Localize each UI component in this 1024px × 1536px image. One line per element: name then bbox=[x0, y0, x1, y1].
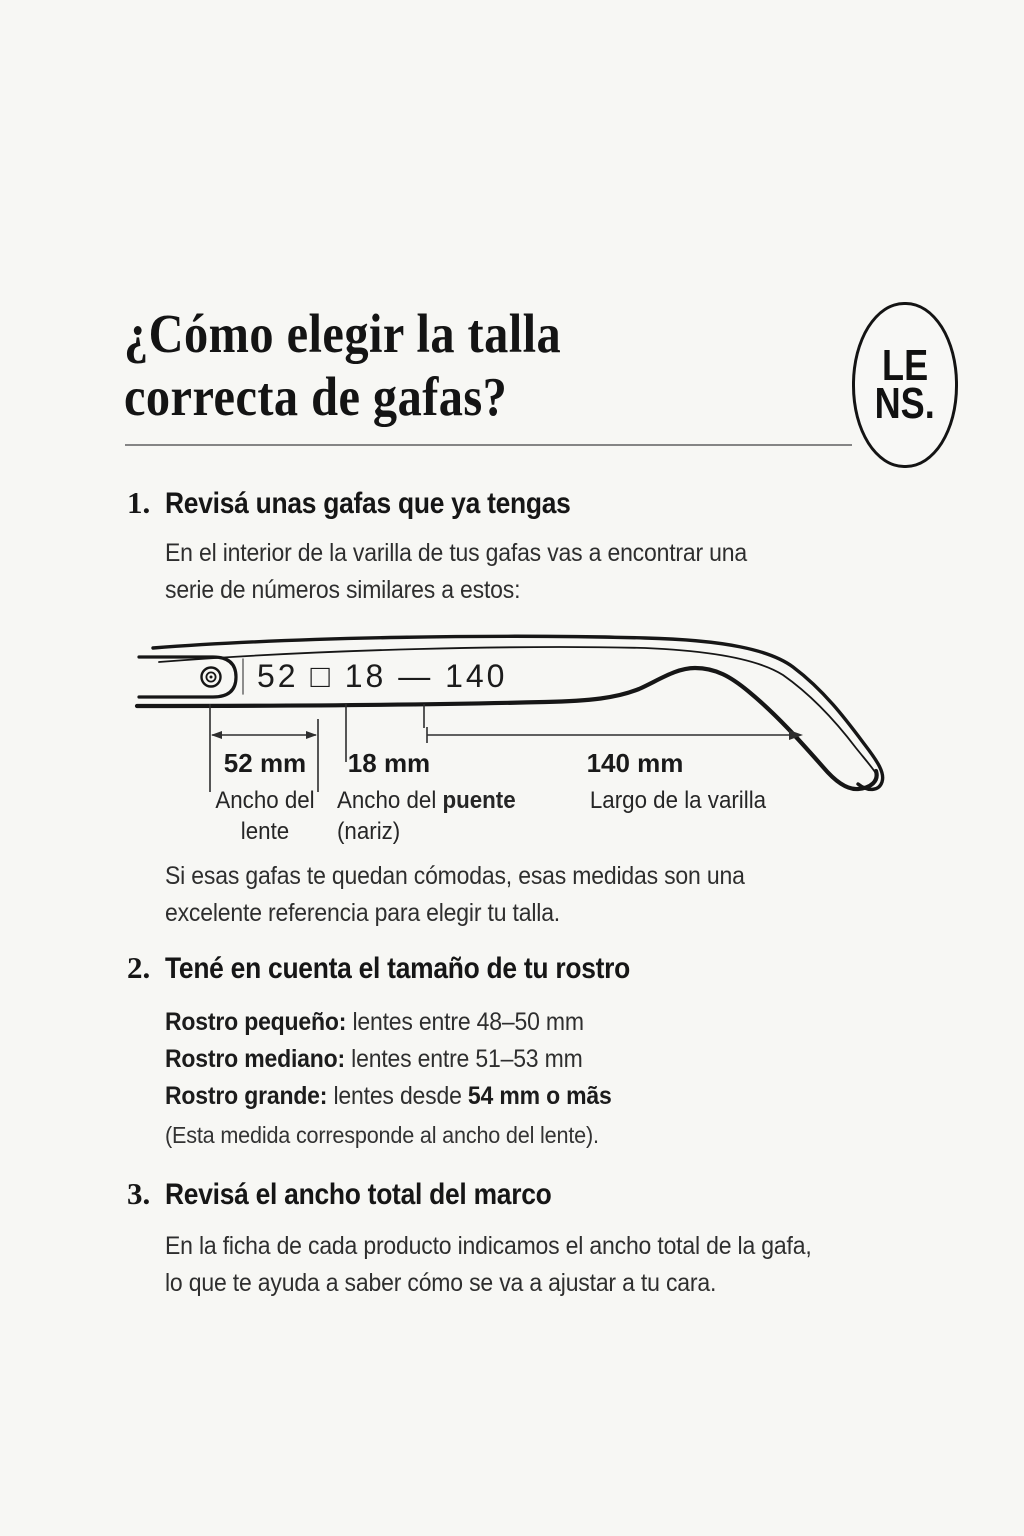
face-size-list bbox=[165, 1004, 650, 1115]
section-1-body bbox=[165, 535, 798, 609]
brand-logo-text-bottom: NS. bbox=[874, 379, 936, 428]
header-divider bbox=[125, 444, 852, 446]
list-item: Rostro grande: lentes desde 54 mm o mãs bbox=[165, 1082, 612, 1110]
temple-engraving: 52 □ 18 — 140 bbox=[257, 658, 508, 694]
section-1-number: 1. bbox=[127, 485, 151, 520]
bridge-width-label bbox=[337, 785, 516, 847]
section-3-number: 3. bbox=[127, 1176, 151, 1211]
body-text-line: Si esas gafas te quedan cómodas, esas medidas son una bbox=[165, 862, 745, 890]
temple-length-value: 140 mm bbox=[586, 748, 684, 778]
lens-width-label-line-2: lente bbox=[240, 818, 290, 845]
section-1-heading bbox=[127, 485, 626, 521]
body-text-line: En la ficha de cada producto indicamos el ancho total de la gafa, bbox=[165, 1232, 812, 1260]
lens-width-value: 52 mm bbox=[223, 748, 307, 778]
body-text-line: En el interior de la varilla de tus gafas vas a encontrar una bbox=[165, 539, 748, 567]
bridge-width-value: 18 mm bbox=[347, 748, 431, 778]
section-1-outro bbox=[165, 858, 795, 932]
glasses-temple-diagram bbox=[125, 622, 915, 857]
section-2-title: Tené en cuenta el tamaño de tu rostro bbox=[165, 952, 631, 985]
page-title-line-2: correcta de gafas? bbox=[124, 366, 508, 427]
lens-width-note: (Esta medida corresponde al ancho del lente). bbox=[165, 1122, 599, 1148]
section-1-title: Revisá unas gafas que ya tengas bbox=[165, 487, 571, 520]
body-text-line: lo que te ayuda a saber cómo se va a ajustar a tu cara. bbox=[165, 1269, 717, 1297]
page-title-line-1: ¿Cómo elegir la talla bbox=[124, 303, 562, 364]
section-3-heading bbox=[127, 1176, 604, 1212]
list-item: Rostro pequeño: lentes entre 48–50 mm bbox=[165, 1008, 584, 1036]
bridge-width-label-line-1: Ancho del puente bbox=[337, 787, 516, 814]
page-title bbox=[124, 302, 621, 428]
list-item: Rostro mediano: lentes entre 51–53 mm bbox=[165, 1045, 583, 1073]
screw-icon bbox=[202, 668, 221, 687]
body-text-line: serie de números similares a estos: bbox=[165, 576, 521, 604]
arrowhead-left-icon bbox=[211, 731, 222, 739]
arrowhead-right-icon bbox=[306, 731, 317, 739]
lens-width-label-line-1: Ancho del bbox=[215, 787, 315, 814]
bridge-width-label-line-2: (nariz) bbox=[337, 818, 401, 845]
section-2-number: 2. bbox=[127, 950, 151, 985]
section-2-heading bbox=[127, 950, 693, 986]
temple-length-label: Largo de la varilla bbox=[589, 787, 767, 814]
brand-logo-text-top: LE bbox=[881, 341, 929, 390]
body-text-line: excelente referencia para elegir tu talla. bbox=[165, 899, 561, 927]
section-3-title: Revisá el ancho total del marco bbox=[165, 1178, 552, 1211]
brand-logo bbox=[852, 302, 958, 468]
section-3-body bbox=[165, 1228, 868, 1302]
lens-width-label bbox=[200, 785, 330, 847]
